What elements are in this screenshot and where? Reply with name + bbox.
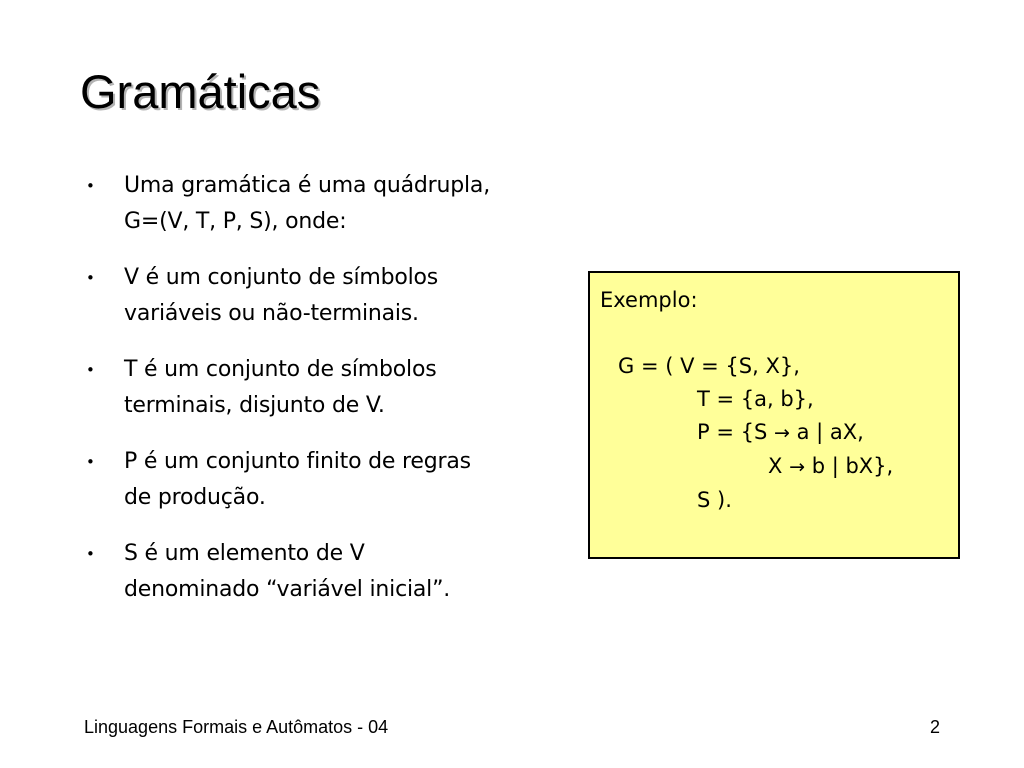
bullet-dot-icon: • [86,269,95,287]
bullet-line: denominado “variável inicial”. [124,577,451,602]
example-line-g: G = ( V = {S, X}, [618,354,800,378]
bullet-text [124,168,574,240]
example-line-p [600,416,948,450]
slide-title: Gramáticas [80,65,321,118]
bullet-line: P é um conjunto finito de regras [124,449,471,474]
example-box [588,271,960,559]
example-line-x-suffix: b | bX}, [811,454,894,478]
example-line-s: S ). [697,488,732,512]
right-arrow-icon: → [774,422,790,444]
bullet-line: V é um conjunto de símbolos [124,265,439,290]
example-line-x [600,450,948,484]
example-line-t: T = {a, b}, [697,387,814,411]
slide-footer: Linguagens Formais e Autômatos - 04 [84,717,389,737]
bullet-item-productions [84,444,574,516]
bullet-dot-icon: • [86,361,95,379]
bullet-dot-icon: • [86,545,95,563]
bullet-text [124,536,574,608]
example-heading: Exemplo: [600,288,698,312]
bullet-line: variáveis ou não-terminais. [124,301,419,326]
bullet-item-terminals [84,352,574,424]
bullet-line: Uma gramática é uma quádrupla, [124,173,490,198]
example-line-p-suffix: a | aX, [796,420,864,444]
bullet-line: G=(V, T, P, S), onde: [124,209,347,234]
bullet-item-quadruple [84,168,574,240]
example-line-x-prefix: X [768,454,783,478]
bullet-dot-icon: • [86,453,95,471]
example-blank-line [600,317,948,350]
right-arrow-icon: → [789,456,805,478]
bullet-line: T é um conjunto de símbolos [124,357,437,382]
bullet-text [124,260,574,332]
example-line-p-prefix: P = {S [697,420,768,444]
bullet-line: de produção. [124,485,266,510]
bullet-item-variables [84,260,574,332]
bullet-line: S é um elemento de V [124,541,365,566]
bullet-text [124,352,574,424]
bullet-dot-icon: • [86,177,95,195]
bullet-text [124,444,574,516]
page-number: 2 [929,717,940,737]
bullet-line: terminais, disjunto de V. [124,393,385,418]
bullet-item-start-symbol [84,536,574,608]
bullet-list [84,168,574,628]
